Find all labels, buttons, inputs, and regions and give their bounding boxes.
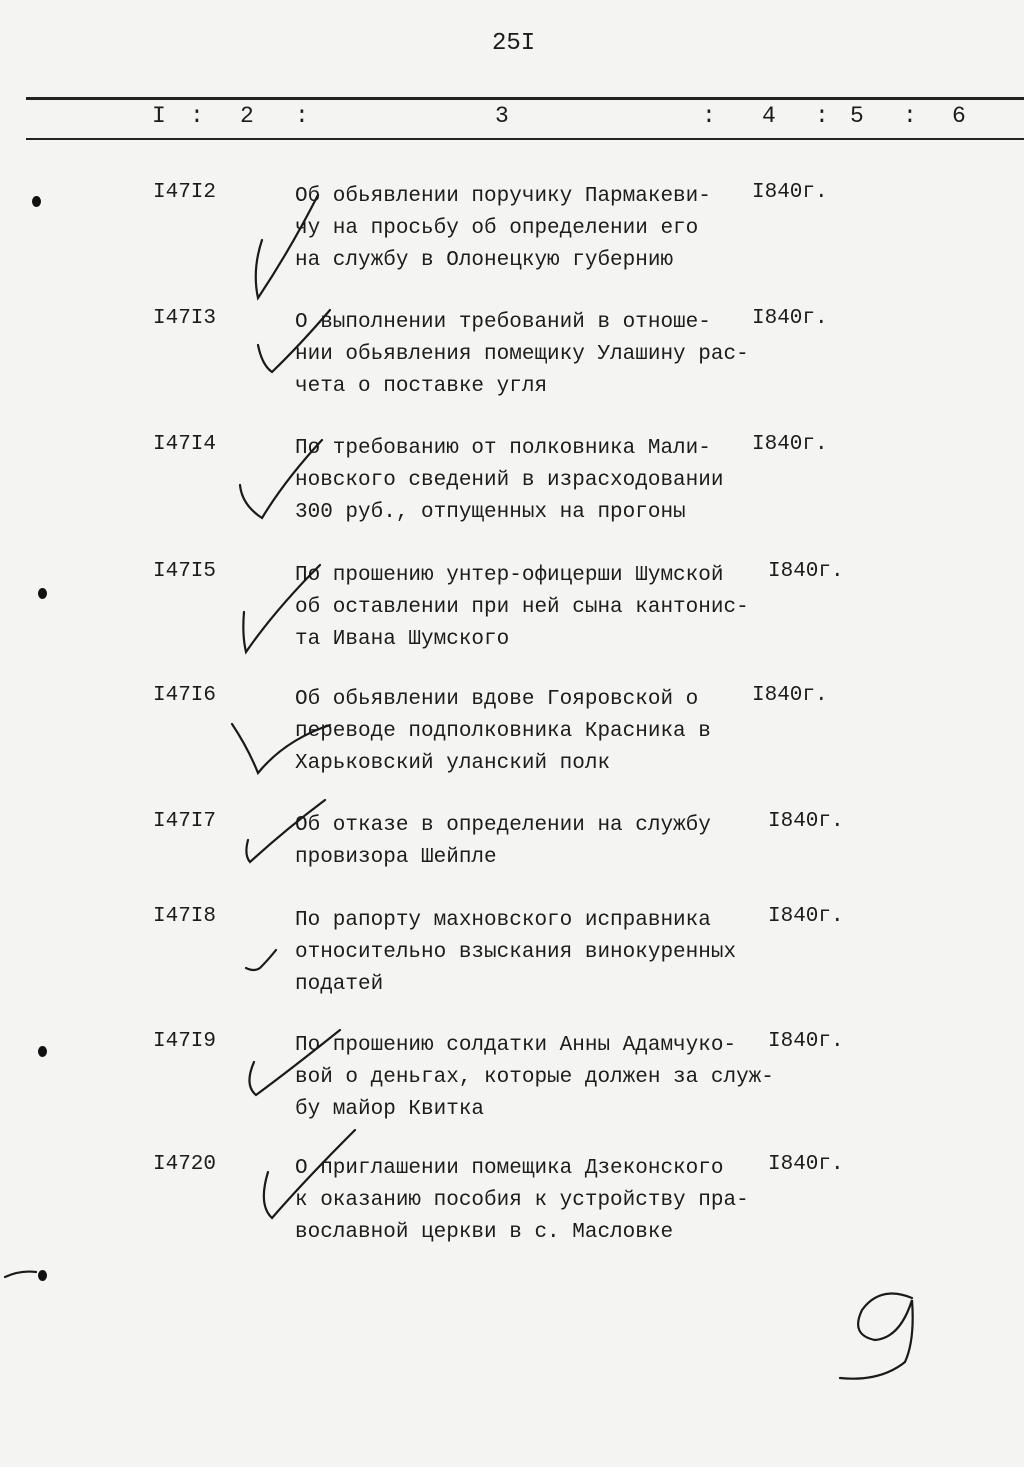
entry-title (295, 905, 736, 1001)
entry-title (295, 433, 723, 529)
handwritten-folio-9 (840, 1294, 913, 1379)
entry-title-line: новского сведений в израсходовании (295, 469, 724, 492)
entry-title-line: к оказанию пособия к устройству пра- (295, 1189, 749, 1212)
entry-title (295, 1030, 774, 1126)
entry-number: I4720 (153, 1153, 217, 1176)
entry-year: I840г. (752, 684, 828, 707)
column-header-6: 6 (952, 103, 966, 129)
entry-title (295, 181, 711, 277)
entry-title-line: чу на просьбу об определении его (295, 217, 699, 240)
entry-title-line: податей (295, 973, 384, 996)
entry-title-line: провизора Шейпле (295, 846, 497, 869)
entry-title-line: на службу в Олонецкую губернию (295, 249, 674, 272)
entry-title (295, 560, 749, 656)
entry-number: I47I2 (153, 181, 217, 204)
entry-title-line: вой о деньгах, которые должен за служ- (295, 1066, 774, 1089)
entry-title (295, 810, 711, 874)
entry-title-line: 300 руб., отпущенных на прогоны (295, 501, 686, 524)
entry-year: I840г. (768, 560, 844, 583)
entry-year: I840г. (768, 1030, 844, 1053)
entry-title-line: та Ивана Шумского (295, 628, 510, 651)
column-header-3: 3 (495, 103, 509, 129)
entry-year: I840г. (768, 905, 844, 928)
entry-title-line: относительно взыскания винокуренных (295, 941, 737, 964)
column-separator: : (903, 103, 917, 129)
entry-title-line: По прошению унтер-офицерши Шумской (295, 564, 724, 587)
column-separator: : (190, 103, 204, 129)
entry-title-line: об оставлении при ней сына кантонис- (295, 596, 749, 619)
entry-title (295, 1153, 749, 1249)
entry-title-line: переводе подполковника Красника в (295, 720, 711, 743)
checkmark-icon (246, 950, 276, 970)
entry-title (295, 307, 749, 403)
entry-title-line: По рапорту махновского исправника (295, 909, 711, 932)
header-rule-top (26, 97, 1024, 100)
entry-number: I47I9 (153, 1030, 217, 1053)
entry-number: I47I3 (153, 307, 217, 330)
entry-year: I840г. (752, 181, 828, 204)
page-number: 25I (492, 30, 536, 57)
margin-mark (5, 1272, 36, 1277)
entry-title-line: чета о поставке угля (295, 375, 548, 398)
entry-title-line: бу майор Квитка (295, 1098, 485, 1121)
entry-title-line: О приглашении помещика Дзеконского (295, 1157, 724, 1180)
column-separator: : (702, 103, 716, 129)
entry-number: I47I6 (153, 684, 217, 707)
column-header-5: 5 (850, 103, 864, 129)
entry-title-line: вославной церкви в с. Масловке (295, 1221, 674, 1244)
entry-title-line: О выполнении требований в отноше- (295, 311, 711, 334)
entry-title-line: Харьковский уланский полк (295, 752, 611, 775)
entry-number: I47I8 (153, 905, 217, 928)
entry-number: I47I4 (153, 433, 217, 456)
entry-title-line: По прошению солдатки Анны Адамчуко- (295, 1034, 737, 1057)
punch-hole-dot (38, 1270, 47, 1281)
entry-title-line: Об обьявлении поручику Пармакеви- (295, 185, 711, 208)
column-header-1: I (152, 103, 166, 129)
punch-hole-dot (38, 1046, 47, 1057)
entry-year: I840г. (752, 307, 828, 330)
entry-number: I47I7 (153, 810, 217, 833)
entry-title (295, 684, 711, 780)
entry-year: I840г. (768, 1153, 844, 1176)
entry-title-line: Об обьявлении вдове Гояровской о (295, 688, 699, 711)
column-header-4: 4 (762, 103, 776, 129)
column-header-2: 2 (240, 103, 254, 129)
entry-number: I47I5 (153, 560, 217, 583)
punch-hole-dot (32, 196, 41, 207)
entry-year: I840г. (752, 433, 828, 456)
entry-year: I840г. (768, 810, 844, 833)
entry-title-line: По требованию от полковника Мали- (295, 437, 711, 460)
punch-hole-dot (38, 588, 47, 599)
header-rule-bottom (26, 138, 1024, 140)
column-separator: : (295, 103, 309, 129)
entry-title-line: Об отказе в определении на службу (295, 814, 711, 837)
entry-title-line: нии обьявления помещику Улашину рас- (295, 343, 749, 366)
column-separator: : (815, 103, 829, 129)
